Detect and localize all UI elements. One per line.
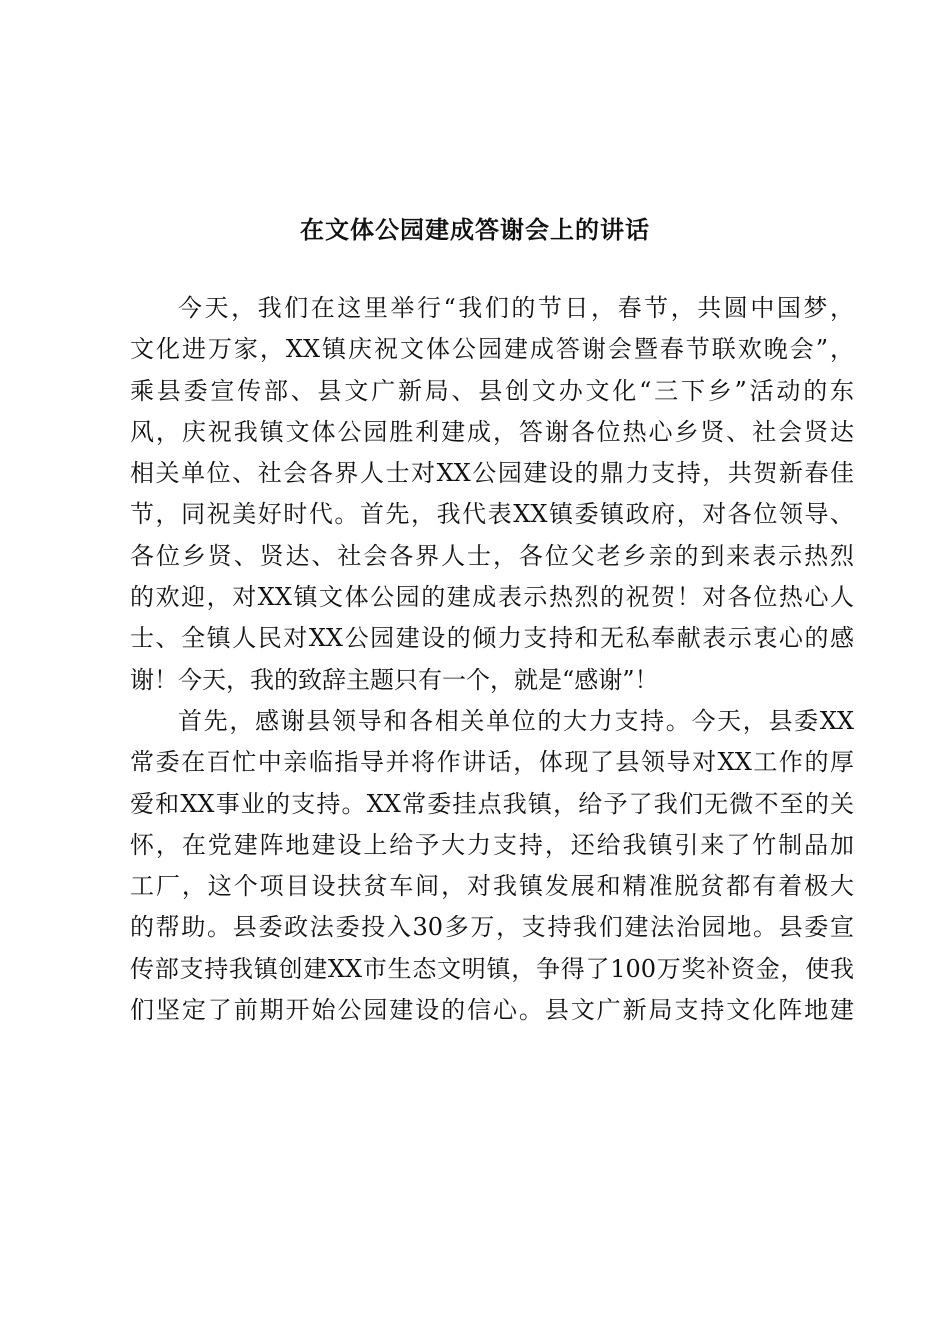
paragraph-1-line-9: 士、全镇人民对XX公园建设的倾力支持和无私奉献表示衷心的感: [130, 624, 854, 653]
paragraph-1-line-1: 今天，我们在这里举行“我们的节日，春节，共圆中国梦，: [178, 294, 854, 322]
paragraph-1-line-2: 文化进万家，XX镇庆祝文体公园建成答谢会暨春节联欢晚会”，: [130, 335, 854, 364]
paragraph-1-line-6: 节，同祝美好时代。首先，我代表XX镇委镇政府，对各位领导、: [130, 500, 854, 529]
paragraph-2-line-6: 的帮助。县委政法委投入30多万，支持我们建法治园地。县委宣: [130, 913, 854, 942]
document-title: 在文体公园建成答谢会上的讲话: [300, 215, 650, 244]
paragraph-2-line-8: 们坚定了前期开始公园建设的信心。县文广新局支持文化阵地建: [130, 996, 854, 1025]
paragraph-1-line-7: 各位乡贤、贤达、社会各界人士，各位父老乡亲的到来表示热烈: [130, 541, 854, 570]
paragraph-2-line-4: 怀，在党建阵地建设上给予大力支持，还给我镇引来了竹制品加: [130, 830, 854, 859]
paragraph-2-line-2: 常委在百忙中亲临指导并将作讲话，体现了县领导对XX工作的厚: [130, 748, 854, 777]
paragraph-1-line-8: 的欢迎，对XX镇文体公园的建成表示热烈的祝贺！对各位热心人: [130, 583, 854, 612]
paragraph-1-line-3: 乘县委宣传部、县文广新局、县创文办文化“三下乡”活动的东: [130, 376, 854, 405]
document-body: [130, 288, 854, 1031]
paragraph-2-line-7: 传部支持我镇创建XX市生态文明镇，争得了100万奖补资金，使我: [130, 954, 854, 983]
paragraph-2-line-3: 爱和XX事业的支持。XX常委挂点我镇，给予了我们无微不至的关: [130, 789, 854, 818]
paragraph-2-line-5: 工厂，这个项目设扶贫车间，对我镇发展和精准脱贫都有着极大: [130, 872, 854, 901]
paragraph-1-line-10: 谢！今天，我的致辞主题只有一个，就是“感谢”！: [130, 665, 659, 694]
paragraph-2-line-1: 首先，感谢县领导和各相关单位的大力支持。今天，县委XX: [178, 706, 854, 735]
paragraph-1-line-5: 相关单位、社会各界人士对XX公园建设的鼎力支持，共贺新春佳: [130, 459, 854, 488]
paragraph-1-line-4: 风，庆祝我镇文体公园胜利建成，答谢各位热心乡贤、社会贤达: [130, 417, 854, 446]
